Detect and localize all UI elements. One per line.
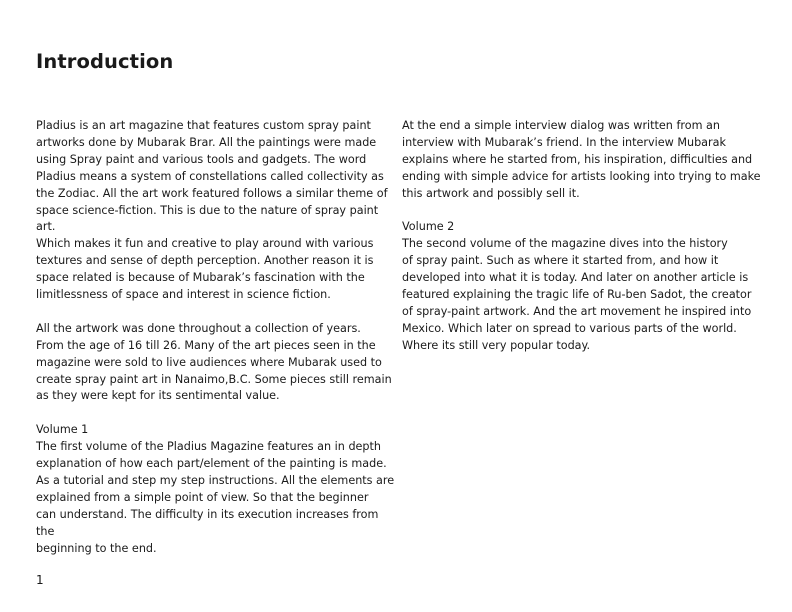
volume-1-heading: Volume 1 — [36, 423, 89, 437]
page-title: Introduction — [36, 50, 174, 73]
left-column — [36, 118, 396, 574]
intro-paragraph-2: All the artwork was done throughout a collection of years. From the age of 16 till 26. Many of the art pieces seen in the magazine were sold to live audiences where Mubarak used to create spray paint art in Nanaimo,B.C. Some pieces still remain as they were kept for its sentimental value. — [36, 321, 392, 403]
page-number: 1 — [36, 573, 44, 587]
intro-paragraph-1: Pladius is an art magazine that features custom spray paint artworks done by Mubarak Brar. All the paintings were made using Spray paint and various tools and gadgets. The word Pladius means a system of constellations called collectivity as the Zodiac. All the art work featured follows a similar theme of space science-fiction. This is due to the nature of spray paint art. Which makes it fun and creative to play around with various textures and sense of depth perception. Another reason it is space related is because of Mubarak’s fascination with the limitlessness of space and interest in science fiction. — [36, 119, 388, 302]
volume-1-paragraph: The first volume of the Pladius Magazine features an in depth explanation of how each part/element of the painting is made. As a tutorial and step my step instructions. All the elements are explained from a simple point of view. So that the beginner can understand. The difficulty in its execution increases from the beginning to the end. — [36, 440, 395, 555]
volume-2-paragraph: The second volume of the magazine dives into the history of spray paint. Such as where it started from, and how it developed into what it is today. And later on another article is featured explaining the tragic life of Ru-ben Sadot, the creator of spray-paint artwork. And the art movement he inspired into Mexico. Which later on spread to various parts of the world. Where its still very popular today. — [402, 237, 752, 352]
interview-paragraph: At the end a simple interview dialog was written from an interview with Mubarak’s friend. In the interview Mubarak explains where he started from, his inspiration, difficulties and ending with simple advice for artists looking into trying to make this artwork and possibly sell it. — [402, 119, 761, 200]
volume-2-heading: Volume 2 — [402, 220, 455, 234]
right-column — [402, 118, 762, 372]
